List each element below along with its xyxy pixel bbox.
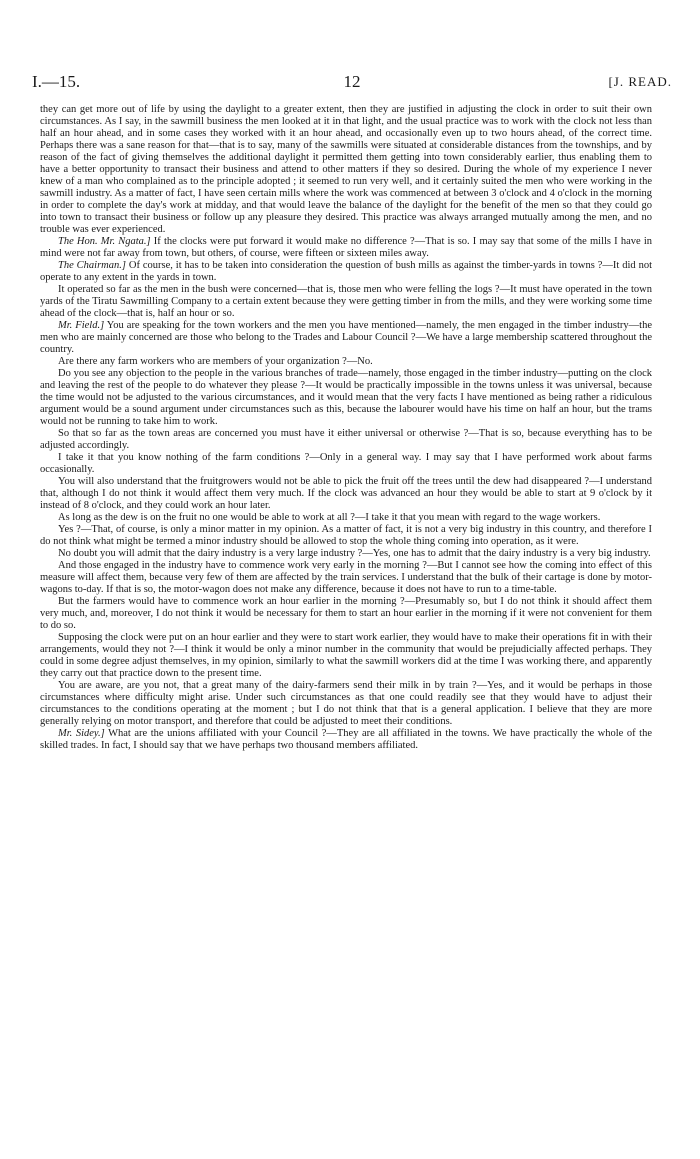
paragraph-text: Are there any farm workers who are members of your organization ?—No. xyxy=(58,356,373,367)
paragraph-10 xyxy=(40,476,652,512)
paragraph-text: And those engaged in the industry have to commence work very early in the morning ?—But I cannot see how the coming into effect of this measure will affect them, because very few of them are affected by the train services. I understand that the bulk of their cartage is done by motor-wagons to-day. If that is so, the motor-wagon does not make any difference, because it does not have to run to a time-table. xyxy=(40,560,652,595)
paragraph-text: As long as the dew is on the fruit no one would be able to work at all ?—I take it that you mean with regard to the wage workers. xyxy=(58,512,601,523)
paragraph-text: So that so far as the town areas are concerned you must have it either universal or otherwise ?—That is so, because everything has to be adjusted accordingly. xyxy=(40,428,652,451)
report-reference: I.—15. xyxy=(32,72,81,91)
paragraph-14 xyxy=(40,560,652,596)
paragraph-text: What are the unions affiliated with your Council ?—They are all affiliated in the towns. We have practically the whole of the skilled trades. In fact, I should say that we have perhaps two thousand members affiliated. xyxy=(40,728,652,751)
paragraph-9 xyxy=(40,452,652,476)
paragraph-text: Do you see any objection to the people in the various branches of trade—namely, those engaged in the timber industry—putting on the clock and leaving the rest of the people to do whatever they please ?—It would be practically impossible in the towns unless it was universal, because the time would not be adjusted to the various circumstances, and it would mean that the very facts I have mentioned as being rather a ridiculous argument would be a sound argument under circumstances such as this, because the labourer would have his time on half an hour, but the trams would not be running to take him to work. xyxy=(40,368,652,427)
paragraph-text: I take it that you know nothing of the farm conditions ?—Only in a general way. I may say that I have performed work about farms occasionally. xyxy=(40,452,652,475)
paragraph-1 xyxy=(40,104,652,236)
paragraph-17 xyxy=(40,680,652,728)
paragraph-text: Supposing the clock were put on an hour earlier and they were to start work earlier, they would have to make their operations fit in with their arrangements, would they not ?—I think it would be only a minor number in the community that would be prejudicially affected perhaps. They could in some degree adjust themselves, in my opinion, similarly to what the sawmill workers did at the time I was working there, and apparently they carry out that practice down to the present time. xyxy=(40,632,652,679)
page-number: 12 xyxy=(343,72,361,91)
speaker: Mr. Field.] xyxy=(58,320,105,331)
paragraph-13 xyxy=(40,548,652,560)
paragraph-text: Yes ?—That, of course, is only a minor matter in my opinion. As a matter of fact, it is not a very big industry in this country, and therefore I do not think what might be termed a minor industry should be allowed to stop the whole thing coming into operation, as it were. xyxy=(40,524,652,547)
paragraph-text: Of course, it has to be taken into consideration the question of bush mills as against the timber-yards in towns ?—It did not operate to any extent in the yards in town. xyxy=(40,260,652,283)
speaker: Mr. Sidey.] xyxy=(58,728,105,739)
paragraph-2 xyxy=(40,236,652,260)
paragraph-text: If the clocks were put forward it would make no difference ?—That is so. I may say that some of the mills I have in mind were not far away from town, but others, of course, were fifteen or sixteen miles away. xyxy=(40,236,652,259)
paragraph-text: But the farmers would have to commence work an hour earlier in the morning ?—Presumably so, but I do not think it should affect them very much, and, moreover, I do not think it would be necessary for them to start an hour earlier in the morning if it were not convenient for them to do so. xyxy=(40,596,652,631)
paragraph-6 xyxy=(40,356,652,368)
paragraph-7 xyxy=(40,368,652,428)
witness-name: [J. READ. xyxy=(608,74,672,89)
paragraph-4 xyxy=(40,284,652,320)
paragraph-text: You are speaking for the town workers and the men you have mentioned—namely, the men engaged in the timber industry—the men who are mainly concerned are those who belong to the Trades and Labour Council ?—We have a large membership scattered throughout the country. xyxy=(40,320,652,355)
paragraph-8 xyxy=(40,428,652,452)
speaker: The Chairman.] xyxy=(58,260,126,271)
paragraph-16 xyxy=(40,632,652,680)
paragraph-text: You are aware, are you not, that a great many of the dairy-farmers send their milk in by train ?—Yes, and it would be perhaps in those circumstances where difficulty might arise. Under such circumstances as that one could readily see that they would have to adjust their circumstances to the conditions operating at the moment ; but I do not think that that is a general application. I believe that they are more generally relying on motor transport, and therefore that could be adjusted to meet their conditions. xyxy=(40,680,652,727)
paragraph-15 xyxy=(40,596,652,632)
paragraph-12 xyxy=(40,524,652,548)
paragraph-3 xyxy=(40,260,652,284)
page-header xyxy=(32,72,672,92)
paragraph-text: No doubt you will admit that the dairy industry is a very large industry ?—Yes, one has to admit that the dairy industry is a very big industry. xyxy=(58,548,651,559)
paragraph-18 xyxy=(40,728,652,752)
transcript-body xyxy=(40,104,652,752)
paragraph-text: You will also understand that the fruitgrowers would not be able to pick the fruit off the trees until the dew had disappeared ?—I understand that, although I do not think it would affect them very much. If the clock was advanced an hour they would be able to start at 9 o'clock by it instead of 8 o'clock, and they could work an hour later. xyxy=(40,476,652,511)
paragraph-11 xyxy=(40,512,652,524)
paragraph-5 xyxy=(40,320,652,356)
speaker: The Hon. Mr. Ngata.] xyxy=(58,236,151,247)
paragraph-text: they can get more out of life by using the daylight to a greater extent, then they are justified in adjusting the clock in order to suit their own circumstances. As I say, in the sawmill business the men looked at it in that light, and the usual practice was to work with the clock not less than half an hour ahead, and in some cases they worked with it an hour ahead, and occasionally even up to two hours ahead, of the correct time. Perhaps there was a sane reason for that—that is to say, many of the sawmills were situated at considerable distances from the townships, and by reason of the fact of giving themselves the additional daylight it permitted them getting into town considerably earlier, thus enabling them to have a better opportunity to transact their business and attend to other matters if they so desired. During the whole of my experience I never knew of a man who complained as to the principle adopted ; it seemed to run very well, and it certainly suited the men who were working in the sawmill industry. As a matter of fact, I have seen certain mills where the work was commenced at between 3 o'clock and 4 o'clock in the morning in order to complete the day's work at midday, and that would leave the balance of the daylight for the benefit of the men so that they could go into town to transact their business or follow up any pleasure they desired. This practice was always arranged mutually among the men, and no trouble was ever experienced. xyxy=(40,104,652,235)
paragraph-text: It operated so far as the men in the bush were concerned—that is, those men who were felling the logs ?—It must have operated in the town yards of the Tiratu Sawmilling Company to a certain extent because they were getting timber in from the mills, and they were working some time ahead of the clock—that is, half an hour or so. xyxy=(40,284,652,319)
